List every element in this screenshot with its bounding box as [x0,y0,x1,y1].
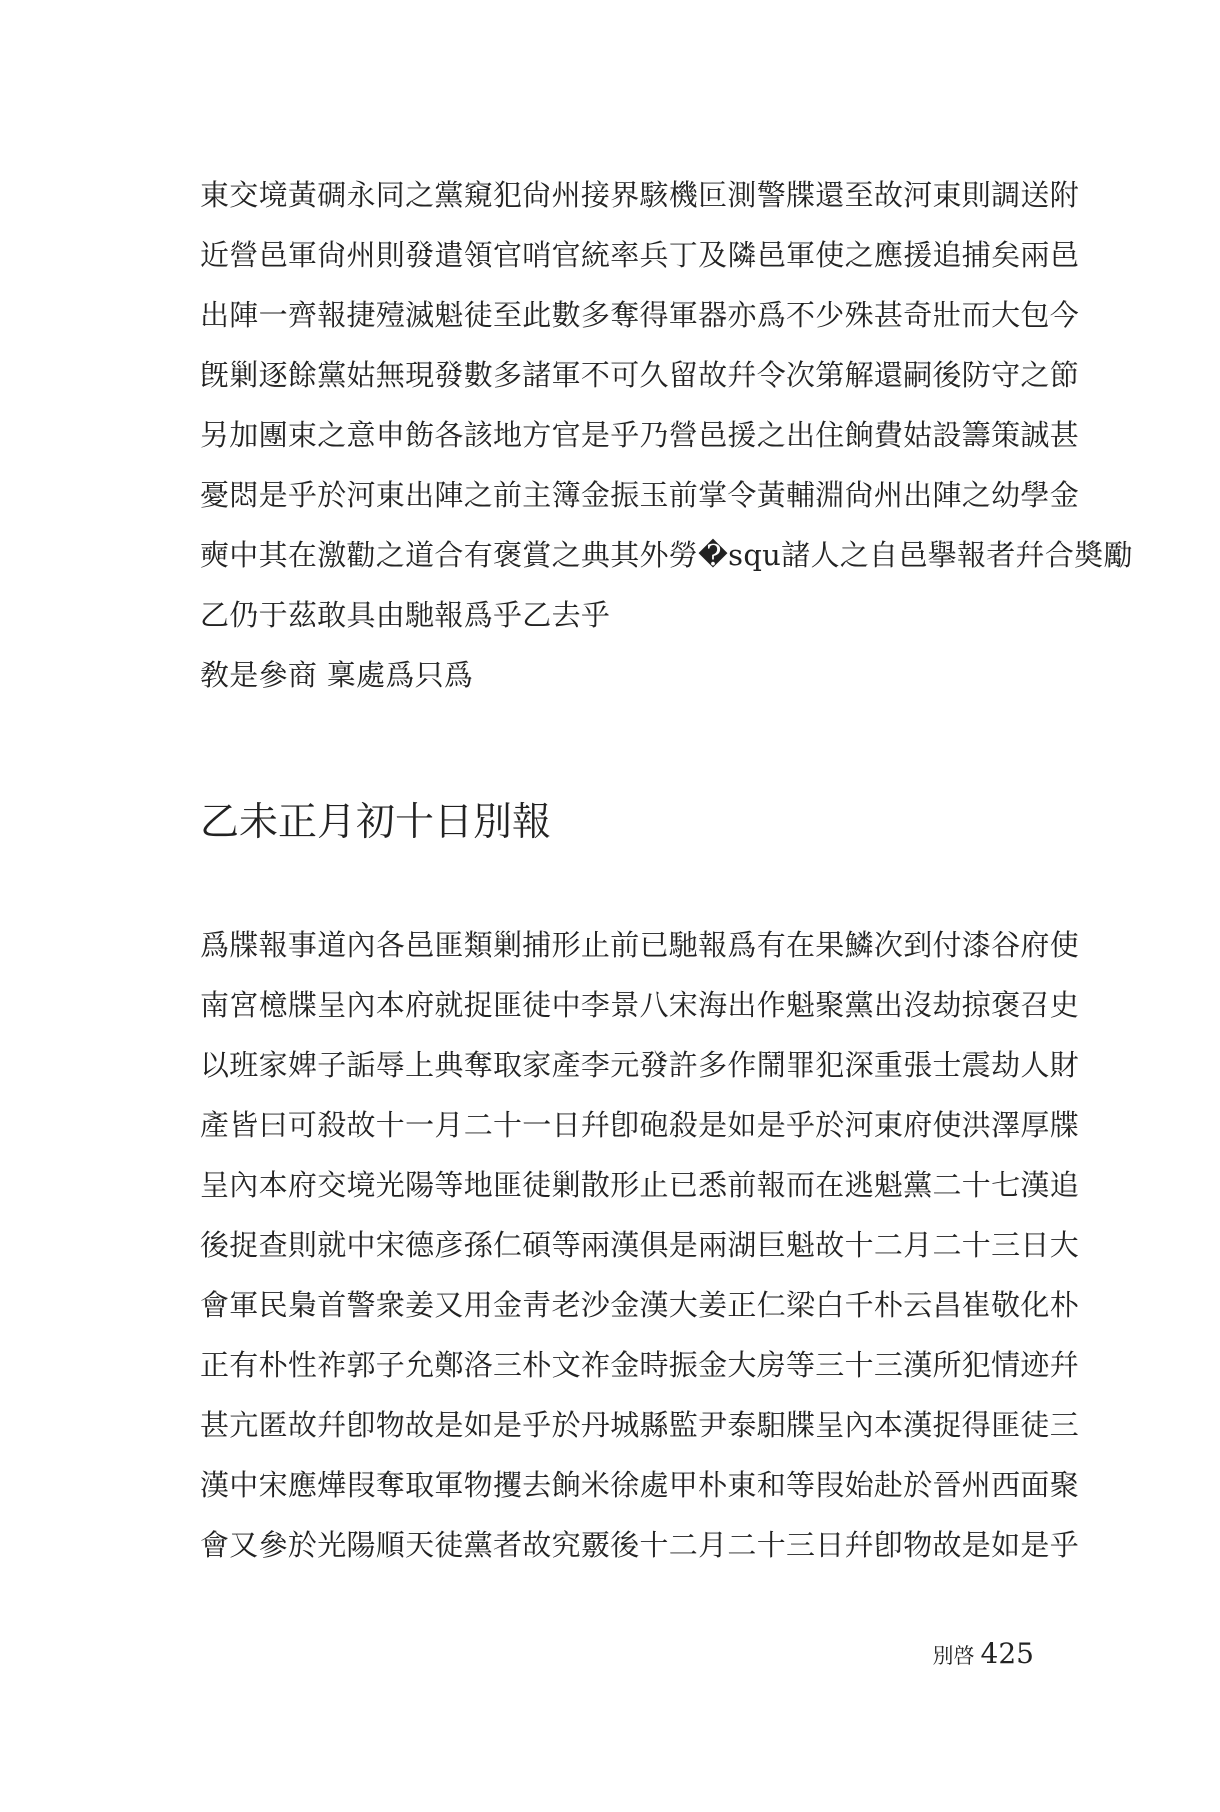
text-line: 南宮檍牒呈內本府就捉匪徒中李景八宋海出作魁聚黨出沒劫掠褒召史 [200,988,1080,1022]
text-line: 出陣一齊報捷殪滅魁徒至此數多奪得軍器亦爲不少殊甚奇壯而大包今 [200,298,1080,332]
text-line: 呈內本府交境光陽等地匪徒剿散形止已悉前報而在逃魁黨二十七漢追 [200,1168,1080,1202]
text-line: 會軍民梟首警衆姜又用金靑老沙金漢大姜正仁梁白千朴云昌崔敬化朴 [200,1288,1080,1322]
text-line: 東交境黃碉永同之黨窺犯尙州接界駭機叵測警牒還至故河東則調送附 [200,178,1080,212]
page-footer [933,1636,1034,1674]
text-line: 憂悶是乎於河東出陣之前主簿金振玉前掌令黃輔淵尙州出陣之幼學金 [200,478,1080,512]
text-line: 乙仍于茲敢具由馳報爲乎乙去乎 [200,598,611,632]
text-line: 敎是參商 稟處爲只爲 [200,658,474,692]
second-passage [200,915,1080,1575]
text-line: 以班家婢子詬辱上典奪取家產李元發許多作鬧罪犯深重張士震劫人財 [200,1048,1080,1082]
text-line: 爲牒報事道內各邑匪類剿捕形止前已馳報爲有在果鱗次到付漆谷府使 [200,928,1080,962]
section-title: 乙未正月初十日別報 [200,800,552,845]
text-line: 另加團束之意申飭各該地方官是乎乃營邑援之出住餉費姑設籌策誠甚 [200,418,1080,452]
running-title: 別啓 [932,1644,975,1668]
text-line: 產皆曰可殺故十一月二十一日幷卽砲殺是如是乎於河東府使洪澤厚牒 [200,1108,1080,1142]
text-line: 後捉查則就中宋德彦孫仁碩等兩漢俱是兩湖巨魁故十二月二十三日大 [200,1228,1080,1262]
text-line: 奭中其在激勸之道合有褒賞之典其外勞�squ諸人之自邑擧報者幷合奬勵 [200,538,1133,572]
text-line: 漢中宋應燁叚奪取軍物攫去餉米徐處甲朴東和等叚始赴於晉州西面聚 [200,1468,1080,1502]
page-number: 425 [980,1637,1034,1670]
text-line: 會又參於光陽順天徒黨者故究覈後十二月二十三日幷卽物故是如是乎 [200,1528,1080,1562]
text-line: 甚亢匿故幷卽物故是如是乎於丹城縣監尹泰馹牒呈內本漢捉得匪徒三 [200,1408,1080,1442]
text-line: 旣剿逐餘黨姑無現發數多諸軍不可久留故幷令次第解還嗣後防守之節 [200,358,1080,392]
text-line: 正有朴性祚郭子允鄭洛三朴文祚金時振金大房等三十三漢所犯情迹幷 [200,1348,1080,1382]
first-passage [200,165,1133,705]
text-line: 近營邑軍尙州則發遣領官哨官統率兵丁及隣邑軍使之應援追捕矣兩邑 [200,238,1080,272]
